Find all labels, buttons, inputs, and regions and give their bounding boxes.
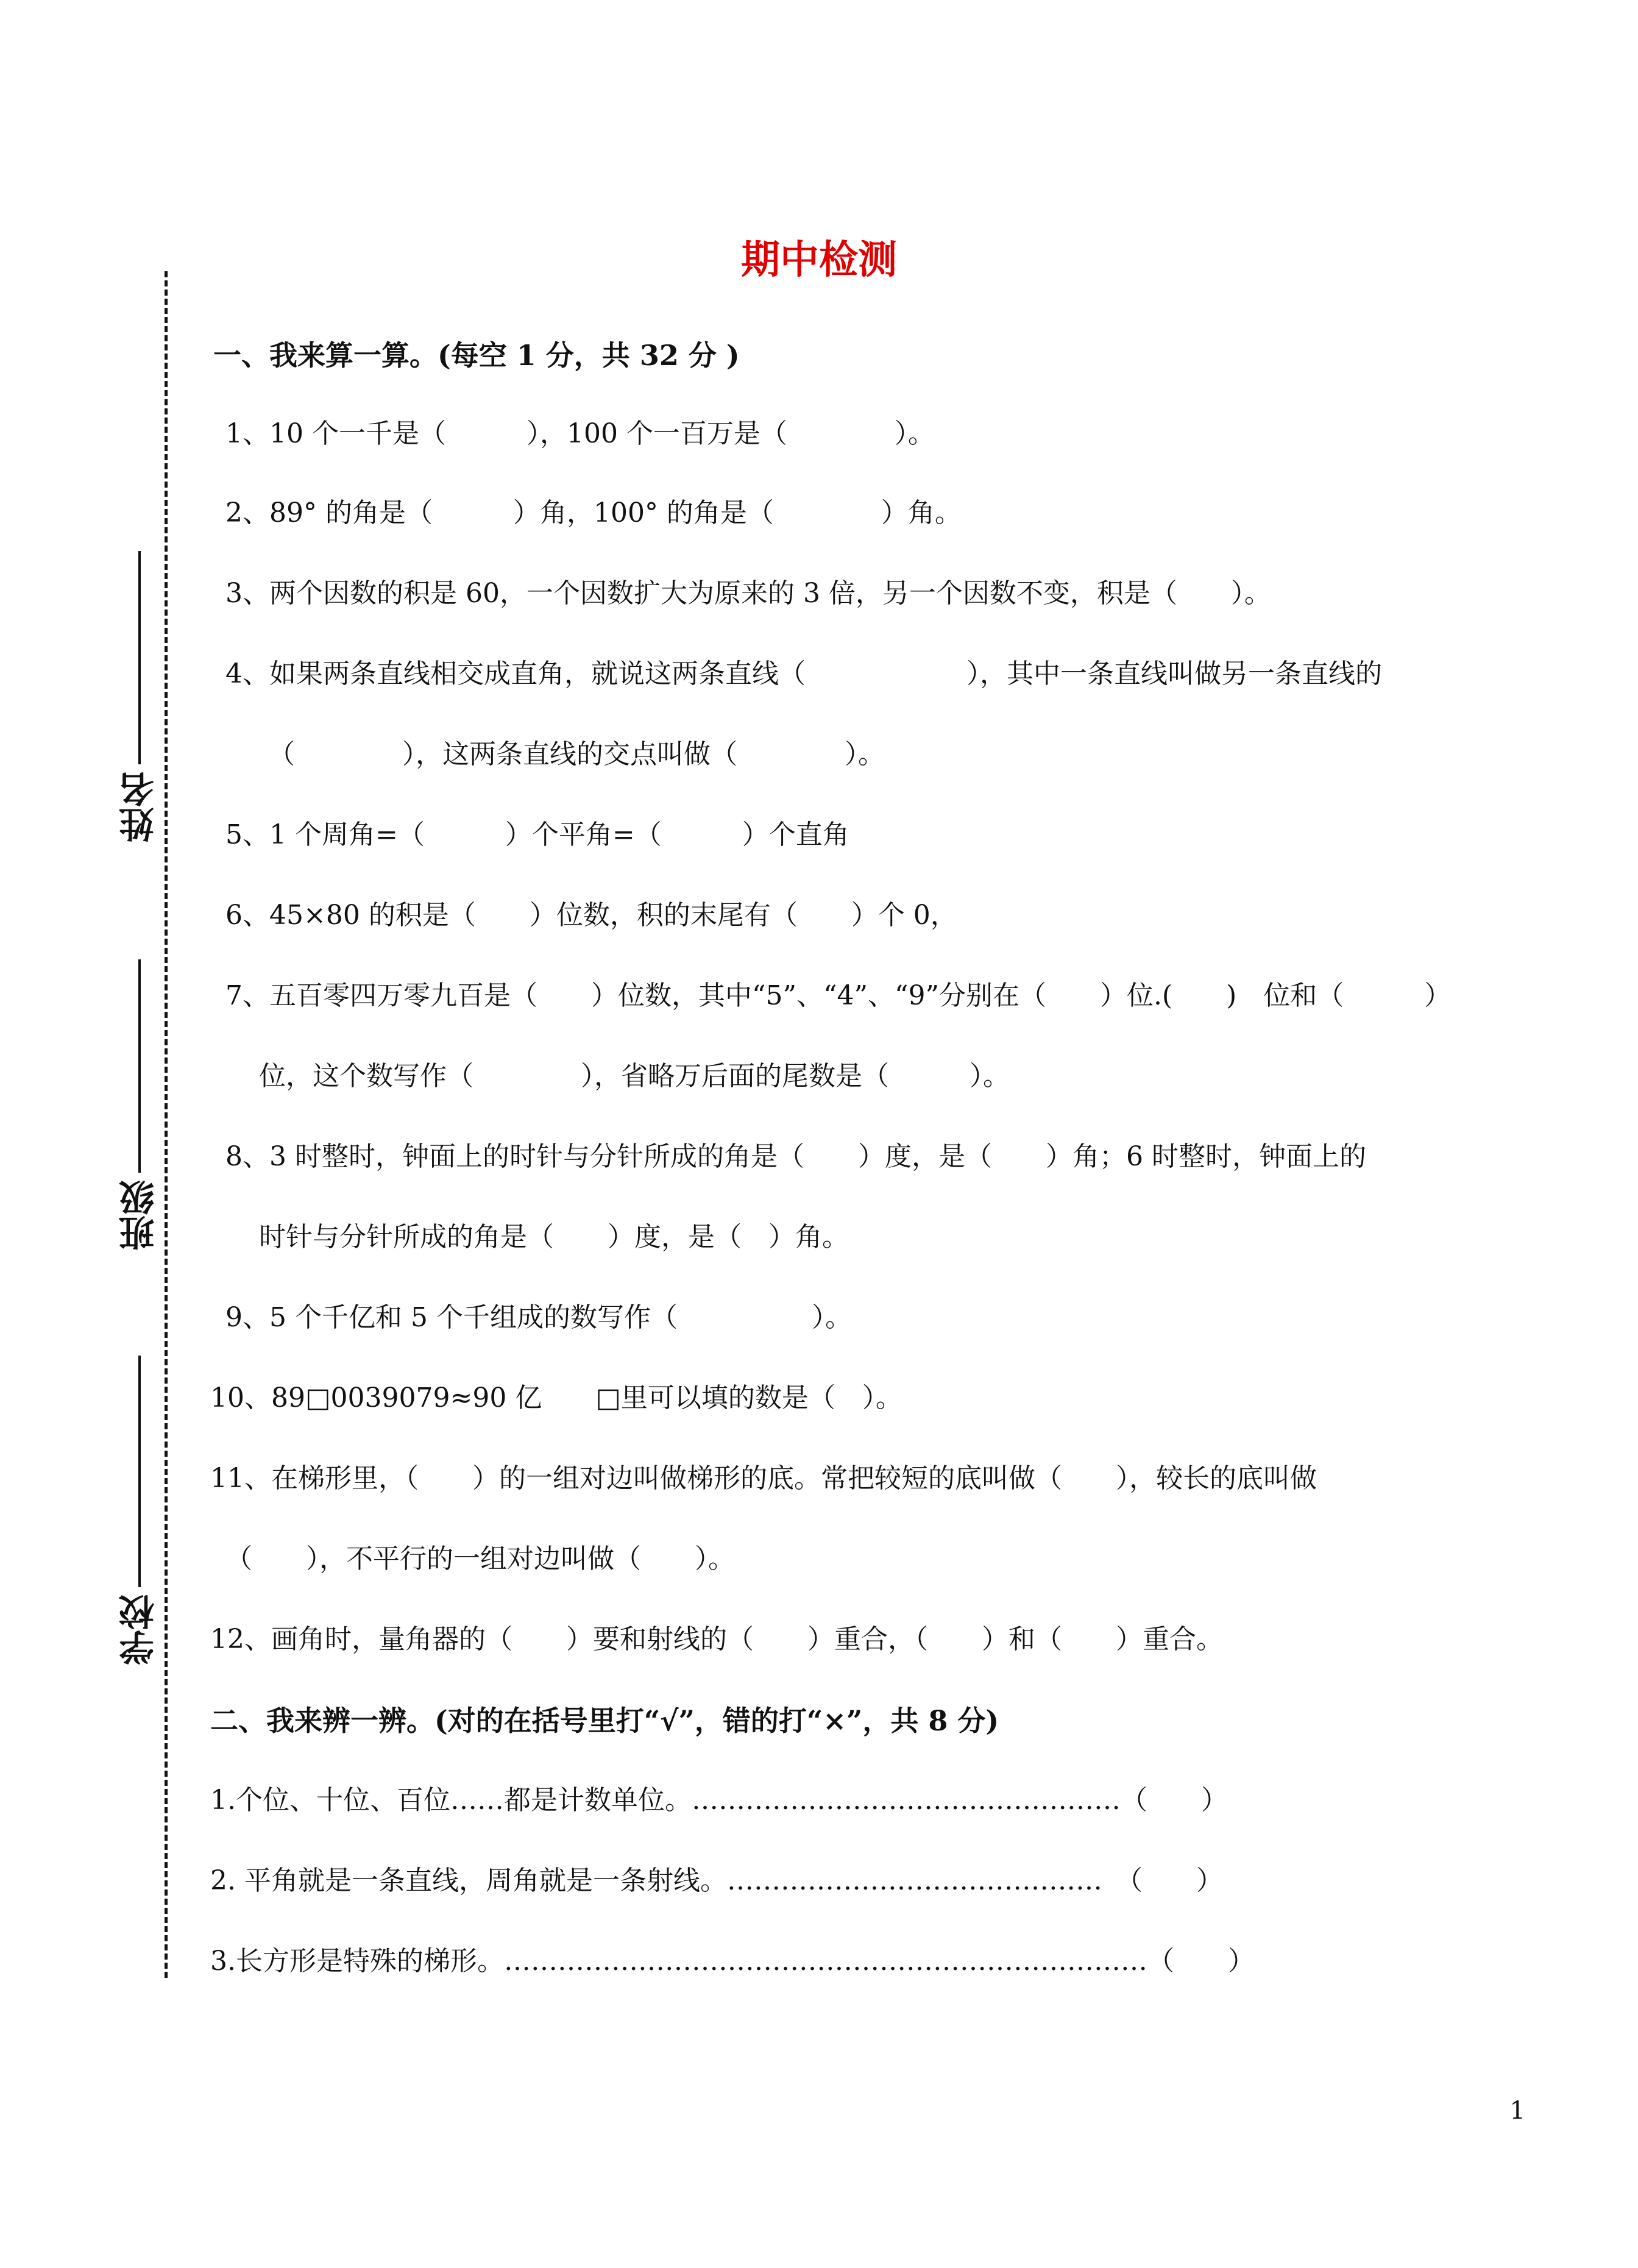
class-label: 班级	[119, 1180, 160, 1251]
question-line: 时针与分针所成的角是（ ）度，是（ ）角。	[259, 1221, 849, 1253]
question-line: 10、89□0039079≈90 亿 □里可以填的数是（ ）。	[210, 1382, 902, 1413]
question-line: 1、10 个一千是（ ），100 个一百万是（ ）。	[225, 418, 935, 449]
school-field	[114, 1353, 165, 1665]
question-line: 4、如果两条直线相交成直角，就说这两条直线（ ），其中一条直线叫做另一条直线的	[225, 658, 1382, 689]
section-2-heading: 二、我来辨一辨。(对的在括号里打“√”，错的打“×”，共 8 分)	[210, 1704, 999, 1737]
question-line: 位，这个数写作（ ），省略万后面的尾数是（ ）。	[259, 1061, 1010, 1092]
judgement-item: 1.个位、十位、百位……都是计数单位。…………………………………………（ ）	[210, 1785, 1228, 1816]
name-underline	[138, 551, 141, 764]
school-underline	[138, 1356, 141, 1587]
page-title: 期中检测	[741, 238, 897, 283]
section-1-heading: 一、我来算一算。(每空 1 分，共 32 分 )	[213, 339, 740, 372]
question-line: （ ），这两条直线的交点叫做（ ）。	[268, 739, 885, 770]
question-line: （ ），不平行的一组对边叫做（ ）。	[225, 1543, 735, 1574]
question-line: 8、3 时整时，钟面上的时针与分针所成的角是（ ）度，是（ ）角；6 时整时，钟面上的	[225, 1141, 1366, 1172]
page-number: 1	[1509, 2097, 1525, 2125]
school-label: 学校	[119, 1594, 160, 1665]
question-line: 5、1 个周角=（ ）个平角=（ ）个直角	[225, 819, 849, 850]
class-underline	[138, 959, 141, 1173]
question-line: 12、画角时，量角器的（ ）要和射线的（ ）重合，（ ）和（ ）重合。	[210, 1624, 1223, 1655]
question-line: 2、89° 的角是（ ）角，100° 的角是（ ）角。	[225, 497, 962, 528]
name-label: 姓名	[119, 772, 160, 842]
judgement-item: 2. 平角就是一条直线，周角就是一条射线。…………………………………… （ ）	[210, 1865, 1223, 1896]
name-field	[114, 549, 165, 842]
class-field	[114, 957, 165, 1251]
question-line: 6、45×80 的积是（ ）位数，积的末尾有（ ）个 0，	[225, 900, 957, 931]
question-line: 9、5 个千亿和 5 个千组成的数写作（ ）。	[225, 1302, 852, 1333]
judgement-item: 3.长方形是特殊的梯形。………………………………………………………………（ ）	[210, 1946, 1255, 1977]
question-line: 11、在梯形里，（ ）的一组对边叫做梯形的底。常把较短的底叫做（ ），较长的底叫做	[210, 1463, 1317, 1494]
question-line: 3、两个因数的积是 60，一个因数扩大为原来的 3 倍，另一个因数不变，积是（ ）。	[225, 578, 1271, 609]
question-line: 7、五百零四万零九百是（ ）位数，其中“5”、“4”、“9”分别在（ ）位.( ) 位和（ ）	[225, 980, 1452, 1011]
